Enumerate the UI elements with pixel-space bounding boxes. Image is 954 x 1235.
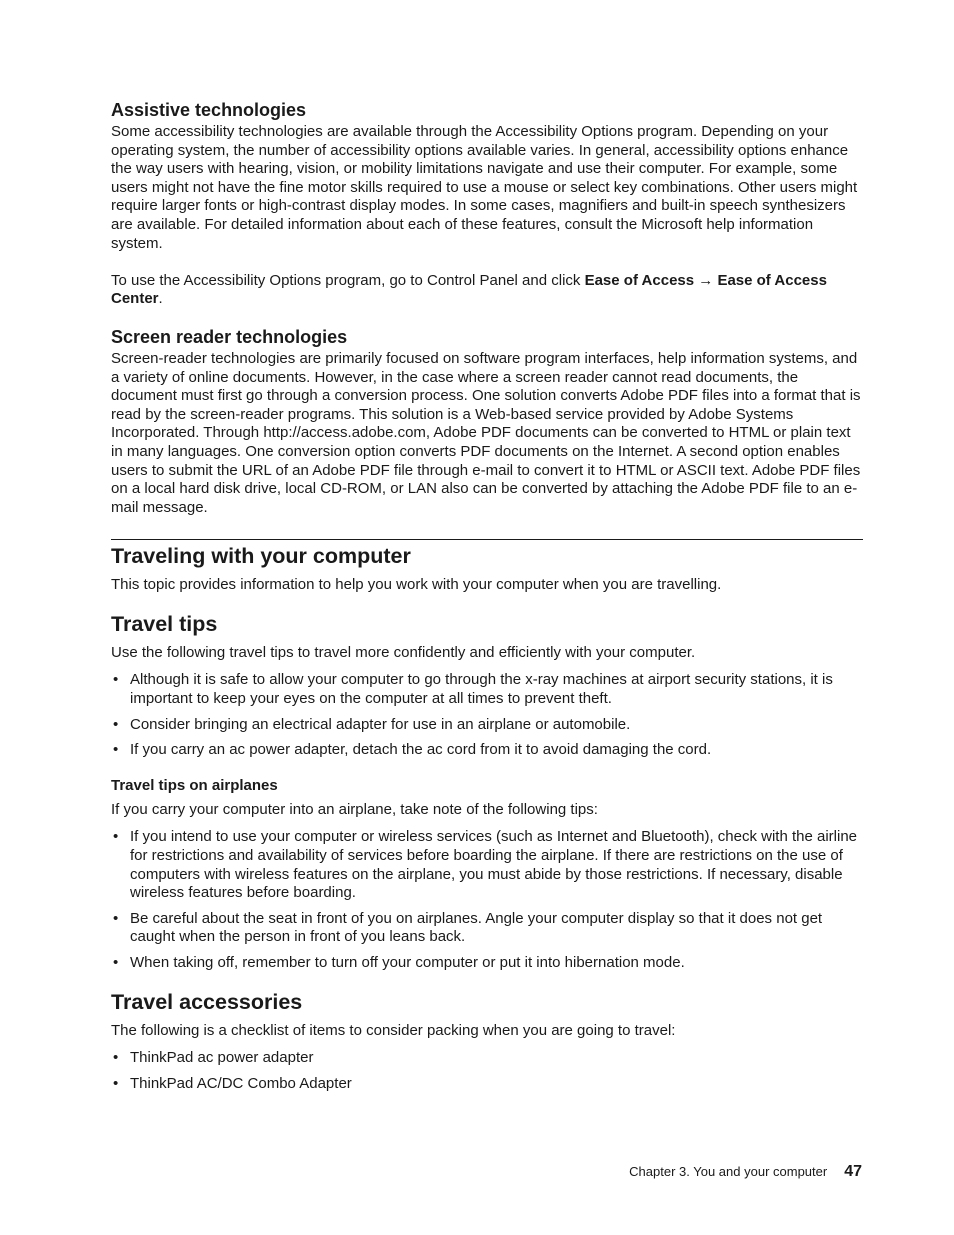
instruction-suffix: . xyxy=(158,290,163,308)
section-divider xyxy=(111,539,863,540)
screen-reader-paragraph: Screen-reader technologies are primarily focused on software program interfaces, help information systems, and a variety of online documents. However, in the case where a screen reader cannot read documents, the document must first go through a conversion process. One solution converts Adobe PDF files into a format that is read by the screen-reader programs. This solution is a Web-based service provided by Adobe Systems Incorporated. Through http://access.adobe.com, Adobe PDF documents can be converted to HTML or plain text in many languages. One conversion option converts PDF documents on the Internet. A second option enables users to submit the URL of an Adobe PDF file through e-mail to convert it to HTML or ASCII text. Adobe PDF files on a local hard disk drive, local CD-ROM, or LAN also can be converted by attaching the Adobe PDF file to an e-mail message. xyxy=(111,349,861,516)
chapter-label: Chapter 3. You and your computer xyxy=(629,1164,828,1179)
arrow-icon: → xyxy=(694,271,718,289)
accessories-intro: The following is a checklist of items to consider packing when you are going to travel: xyxy=(111,1021,676,1039)
instruction-prefix: To use the Accessibility Options program, go to Control Panel and click xyxy=(111,271,585,289)
ease-of-access-label: Ease of Access xyxy=(584,271,695,289)
bullet-icon: • xyxy=(113,909,119,927)
travel-tips-list xyxy=(111,671,863,759)
bullet-icon: • xyxy=(113,954,119,971)
page-number: 47 xyxy=(844,1163,862,1180)
bullet-icon: • xyxy=(113,715,119,733)
list-item: • ThinkPad AC/DC Combo Adapter xyxy=(113,1074,352,1092)
bullet-icon: • xyxy=(113,671,119,689)
assistive-paragraph: Some accessibility technologies are available through the Accessibility Options program. Depending on your operating system, the number of accessibility options available varies. In general, accessibility options enhance the way users with hearing, vision, or mobility limitations navigate and use their computer. For example, some users might not have the fine motor skills required to use a mouse or select key combinations. Other users might require larger fonts or high-contrast display modes. In some cases, magnifiers and built-in speech synthesizers are available. For detailed information about each of these features, consult the Microsoft help information system. xyxy=(111,123,858,252)
list-item: • When taking off, remember to turn off your computer or put it into hibernation mode. xyxy=(113,954,685,971)
bullet-icon: • xyxy=(113,741,119,759)
list-item: • Be careful about the seat in front of you on airplanes. Angle your computer display so that it does not get caught when the person in front of you leans back. xyxy=(113,909,823,946)
traveling-paragraph: This topic provides information to help you work with your computer when you are travelling. xyxy=(111,576,722,594)
ease-of-access-center-label: Ease of Access Center xyxy=(111,271,827,308)
list-item: • ThinkPad ac power adapter xyxy=(113,1049,314,1067)
travel-tips-intro: Use the following travel tips to travel more confidently and efficiently with your computer. xyxy=(111,643,696,661)
list-item: • Consider bringing an electrical adapter for use in an airplane or automobile. xyxy=(113,715,631,733)
traveling-heading: Traveling with your computer xyxy=(111,544,411,569)
screen-reader-heading: Screen reader technologies xyxy=(111,326,348,347)
list-item: • Although it is safe to allow your computer to go through the x-ray machines at airport security stations, it is important to keep your eyes on the computer at all times to prevent theft. xyxy=(113,671,833,708)
airplanes-intro: If you carry your computer into an airplane, take note of the following tips: xyxy=(111,800,598,818)
accessories-list xyxy=(111,1049,863,1093)
travel-accessories-heading: Travel accessories xyxy=(111,989,303,1014)
page-content xyxy=(111,99,863,1100)
page-footer xyxy=(629,1163,862,1181)
list-item: • If you intend to use your computer or wireless services (such as Internet and Bluetooth), check with the airline for restrictions and availability of services before boarding the airplane. If there are restrictions on the use of computers with wireless features on the airplane, you must abide by those restrictions. If necessary, disable wireless features before boarding. xyxy=(113,828,858,902)
bullet-icon: • xyxy=(113,1049,119,1067)
airplanes-list xyxy=(111,828,863,972)
bullet-icon: • xyxy=(113,828,119,846)
assistive-instruction xyxy=(111,272,863,309)
assistive-heading: Assistive technologies xyxy=(111,100,307,120)
bullet-icon: • xyxy=(113,1074,119,1092)
airplanes-heading: Travel tips on airplanes xyxy=(111,776,278,794)
list-item: • If you carry an ac power adapter, detach the ac cord from it to avoid damaging the cord. xyxy=(113,741,712,759)
travel-tips-heading: Travel tips xyxy=(111,611,218,636)
